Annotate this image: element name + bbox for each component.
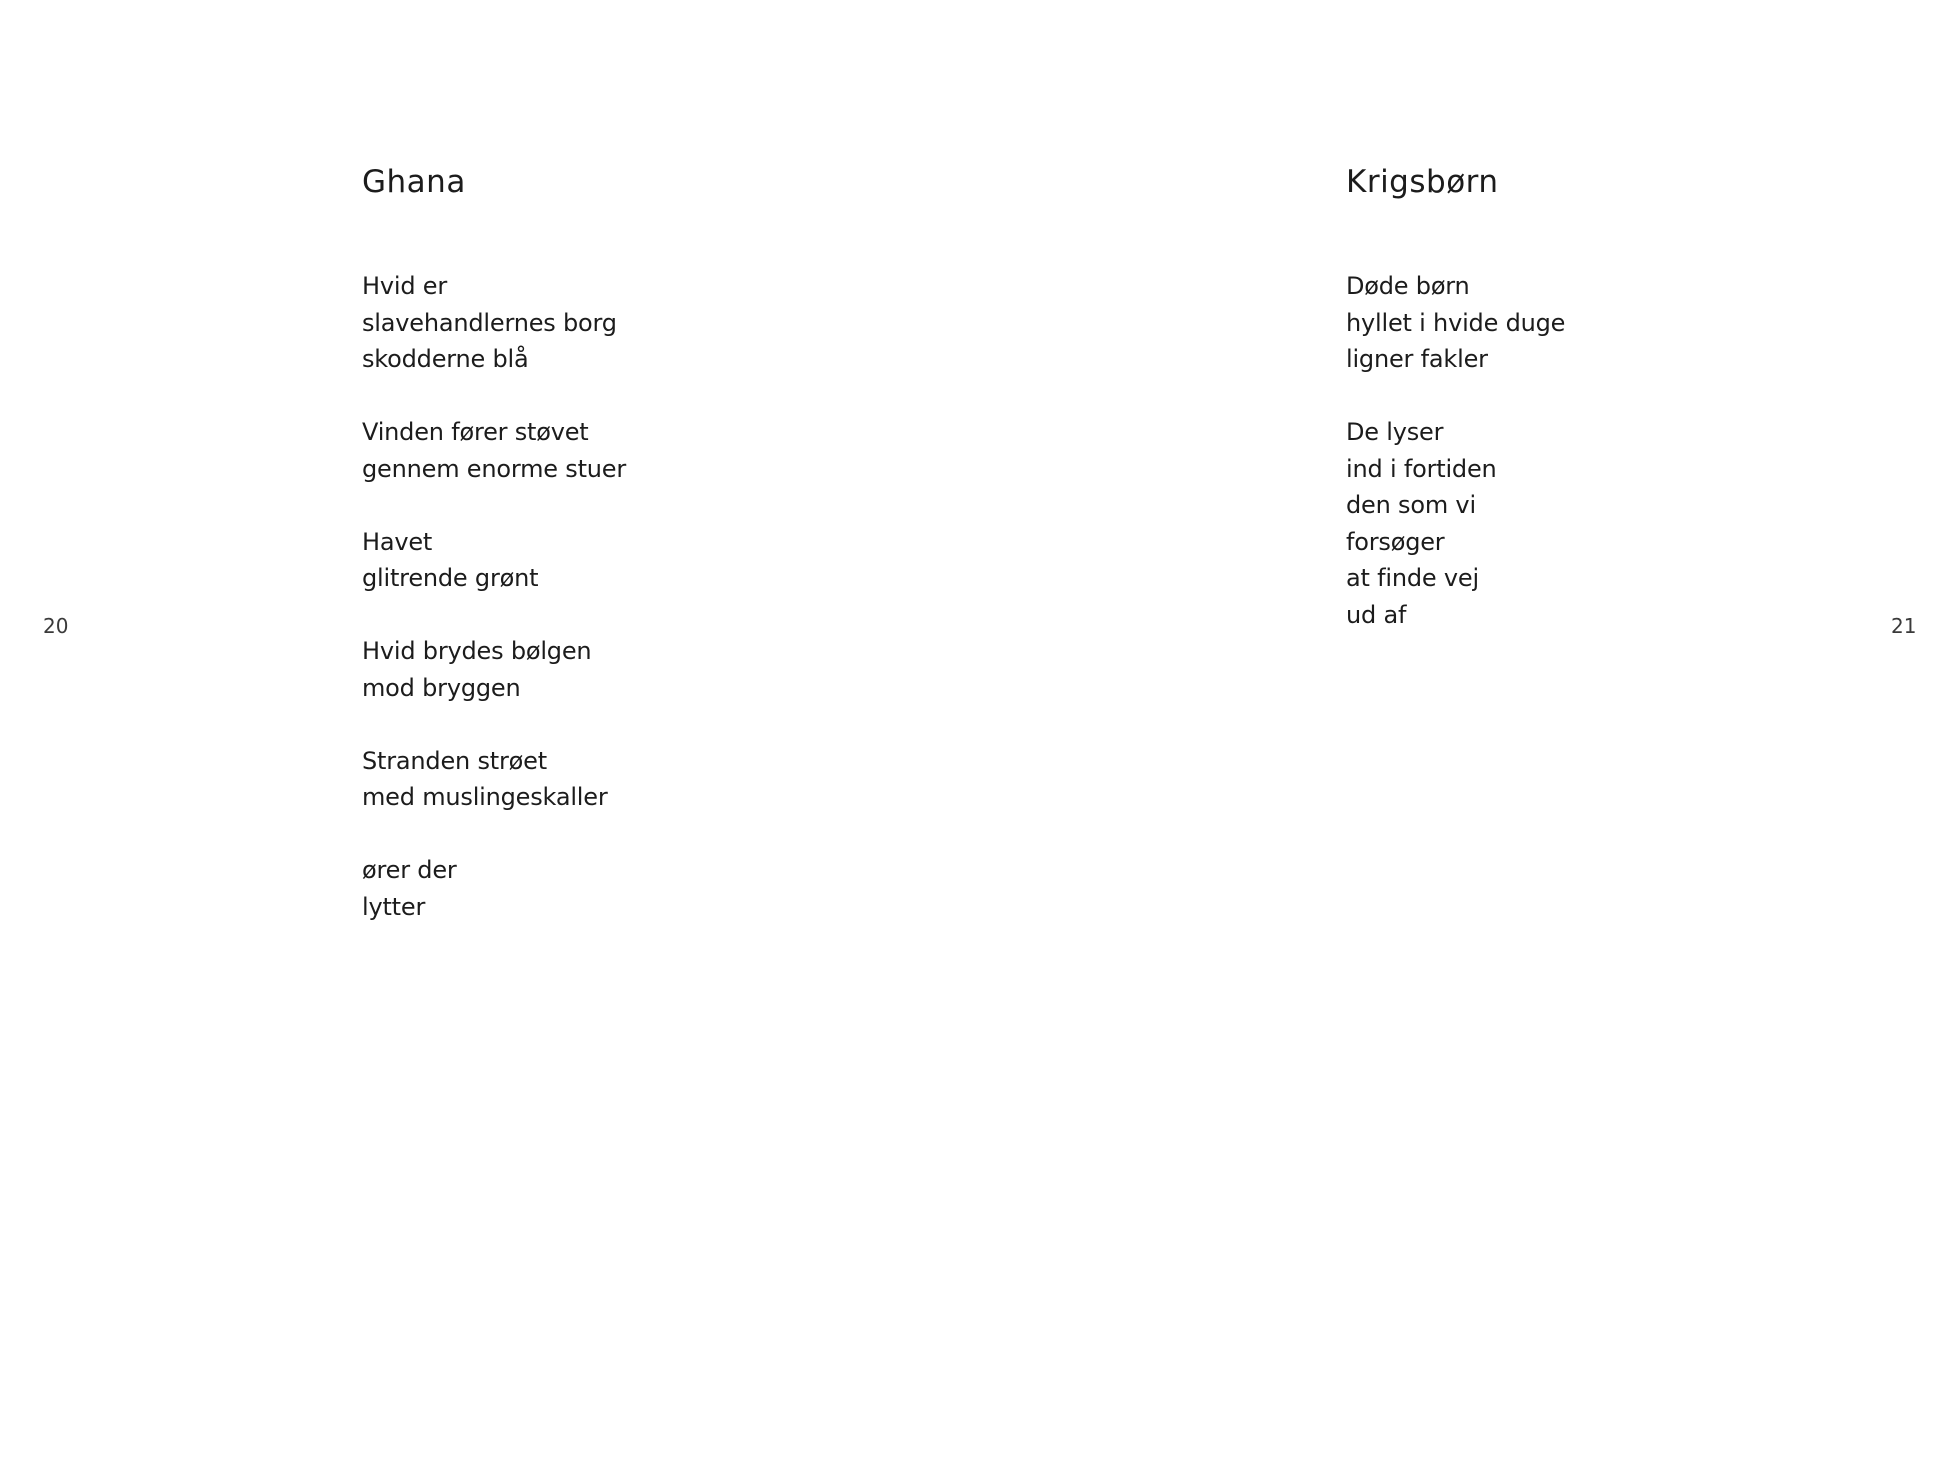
poem-line: forsøger [1346,527,1445,556]
poem-line: Havet [362,527,433,556]
right-page [973,0,1946,1463]
poem-line: ud af [1346,600,1407,629]
poem-line: med muslingeskaller [362,783,608,811]
stanza [362,852,626,925]
poem-line: Døde børn [1346,272,1470,300]
stanza [362,633,626,706]
stanza [362,414,626,487]
poem-line: glitrende grønt [362,564,539,592]
poem-title: Krigsbørn [1346,164,1499,200]
poem-ghana [362,160,626,962]
poem-line: skodderne blå [362,345,529,373]
poem-line: Stranden strøet [362,746,547,775]
stanza [1346,414,1565,633]
poem-body [362,268,626,925]
poem-line: at finde vej [1346,564,1479,592]
poem-krigsborn [1346,160,1565,670]
poem-line: Hvid brydes bølgen [362,637,592,665]
page-number-left: 20 [43,614,69,638]
poem-line: ind i fortiden [1346,454,1497,483]
poem-line: lytter [362,892,426,921]
poem-line: ligner fakler [1346,345,1488,373]
stanza [362,268,626,378]
poem-line: den som vi [1346,491,1476,519]
poem-line: Hvid er [362,272,448,300]
poem-body [1346,268,1565,633]
poem-title: Ghana [362,164,466,200]
poem-line: mod bryggen [362,673,521,702]
poem-line: hyllet i hvide duge [1346,308,1566,337]
poem-line: slavehandlernes borg [362,308,617,337]
page-number-right: 21 [1891,614,1917,638]
poem-line: Vinden fører støvet [362,418,589,446]
stanza [1346,268,1565,378]
poem-line: De lyser [1346,418,1444,446]
stanza [362,743,626,816]
poem-line: ører der [362,856,457,884]
poem-line: gennem enorme stuer [362,454,627,483]
stanza [362,524,626,597]
